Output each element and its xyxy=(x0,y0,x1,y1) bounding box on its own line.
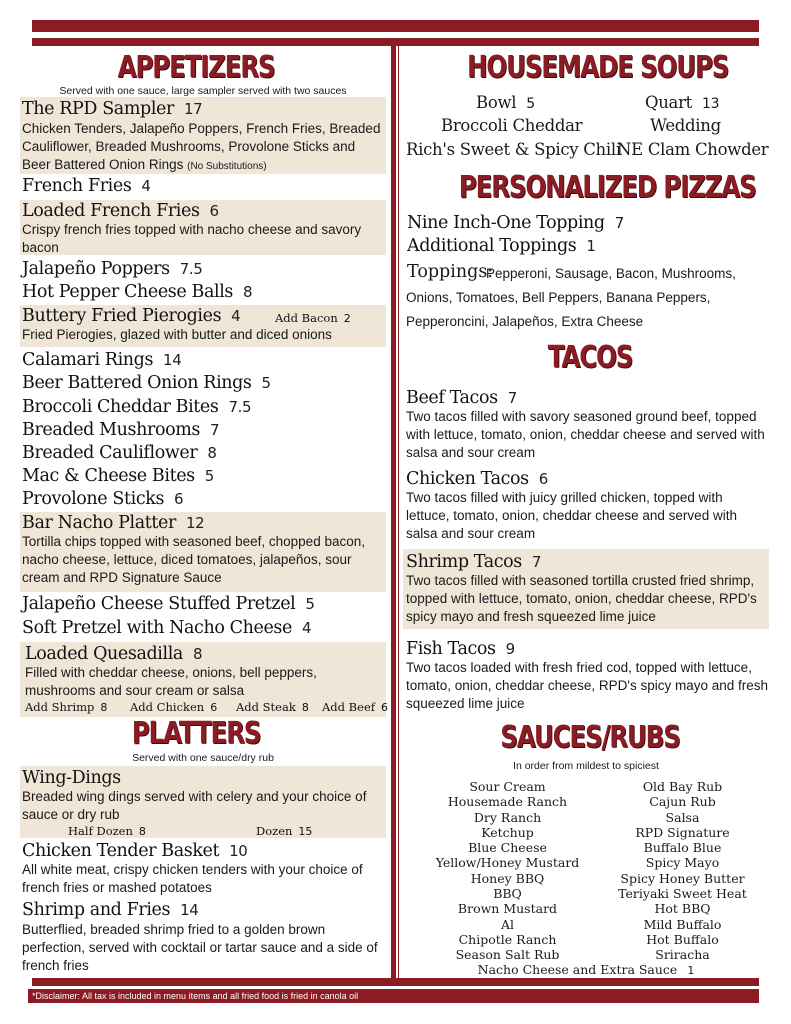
soup-clam-chowder: NE Clam Chowder xyxy=(617,140,769,159)
soup-broccoli-cheddar: Broccoli Cheddar xyxy=(441,116,583,135)
item-price: 10 xyxy=(229,842,248,860)
pierogies-desc: Fried Pierogies, glazed with butter and diced onions xyxy=(22,327,332,342)
item-name: Jalapeño Poppers xyxy=(22,259,170,279)
additional-toppings-item xyxy=(407,236,596,256)
add-label: Add Steak xyxy=(236,700,296,714)
sauce-item: Al xyxy=(500,916,515,932)
item-name: Fish Tacos xyxy=(406,639,496,659)
sauce-item: Ketchup xyxy=(481,824,534,840)
sauce-item: Spicy Mayo xyxy=(645,855,720,871)
top-border-bar-thin xyxy=(32,38,759,46)
item-price: 4 xyxy=(231,307,241,325)
item-name: Hot Pepper Cheese Balls xyxy=(22,282,233,302)
sauce-item: Teriyaki Sweet Heat xyxy=(618,886,747,902)
add-label: Add Chicken xyxy=(130,700,205,714)
loaded-fries-desc: Crispy french fries topped with nacho cheese and savory bacon xyxy=(22,222,362,255)
sampler-item xyxy=(22,99,202,119)
size-label: Quart xyxy=(645,93,693,112)
sauce-item: Season Salt Rub xyxy=(455,947,560,963)
soup-chili: Rich's Sweet & Spicy Chili xyxy=(406,140,621,159)
add-price: 15 xyxy=(298,825,313,838)
add-steak-option xyxy=(236,700,309,714)
list-item xyxy=(22,373,271,393)
hot-pepper-balls-item xyxy=(22,282,252,302)
add-price: 6 xyxy=(210,701,218,714)
item-price: 5 xyxy=(305,595,315,613)
beef-tacos-desc: Two tacos filled with savory seasoned ground beef, topped with lettuce, tomato, onion, cheddar cheese and served with salsa and sour cream xyxy=(406,409,765,460)
shrimp-tacos-item xyxy=(406,552,541,572)
shrimp-fries-item xyxy=(22,900,198,920)
item-price: 7.5 xyxy=(228,398,252,416)
list-item xyxy=(22,443,217,463)
fish-tacos-desc: Two tacos loaded with fresh fried cod, topped with lettuce, tomato, onion, cheddar cheese, RPD's spicy mayo and fresh squeezed lime juice xyxy=(406,660,769,711)
item-name: Wing-Dings xyxy=(22,768,121,788)
loaded-fries-item xyxy=(22,201,219,221)
item-price: 4 xyxy=(301,619,312,637)
item-price: 14 xyxy=(163,351,182,369)
desc-text: Chicken Tenders, Jalapeño Poppers, French Fries, Breaded Cauliflower, Breaded Mushrooms, Provolone Sticks and Beer Battered Onion Rings xyxy=(22,121,381,172)
add-label: Dozen xyxy=(256,824,293,838)
nacho-item xyxy=(22,513,204,533)
sauce-item: Hot Buffalo xyxy=(646,931,719,947)
pizzas-heading: PERSONALIZED PIZZAS xyxy=(458,170,756,205)
item-name: French Fries xyxy=(22,176,132,196)
item-price: 14 xyxy=(180,901,199,919)
size-label: Bowl xyxy=(476,93,517,112)
sauce-item: Sriracha xyxy=(655,947,710,963)
soup-wedding: Wedding xyxy=(650,116,721,135)
platters-heading: PLATTERS xyxy=(131,716,261,751)
tenders-item xyxy=(22,841,247,861)
add-label: Add Shrimp xyxy=(25,700,95,714)
chicken-tacos-desc: Two tacos filled with juicy grilled chicken, topped with lettuce, tomato, onion, cheddar cheese and served with salsa and sour cream xyxy=(406,490,737,541)
item-price: 5 xyxy=(261,374,271,392)
sauce-item: Blue Cheese xyxy=(468,840,547,856)
item-price: 7.5 xyxy=(179,260,203,278)
add-label: Add Bacon xyxy=(275,311,338,325)
soups-heading: HOUSEMADE SOUPS xyxy=(467,50,729,85)
pretzel-stuffed-item xyxy=(22,594,315,614)
item-name: Shrimp and Fries xyxy=(22,900,171,920)
top-border-bar xyxy=(32,20,759,32)
appetizers-heading: APPETIZERS xyxy=(117,50,275,85)
item-price: 1 xyxy=(586,237,596,255)
sauce-item: Dry Ranch xyxy=(473,809,542,825)
item-name: Bar Nacho Platter xyxy=(22,513,176,533)
sauce-item: Hot BBQ xyxy=(654,901,711,917)
quesadilla-item xyxy=(25,644,202,664)
item-price: 7 xyxy=(507,389,517,407)
item-name: Provolone Sticks xyxy=(22,489,165,509)
column-divider-thin xyxy=(398,46,399,978)
sauces-heading: SAUCES/RUBS xyxy=(500,720,680,755)
french-fries-item xyxy=(22,176,151,196)
add-label: Add Beef xyxy=(322,700,376,714)
add-price: 2 xyxy=(343,312,351,325)
sauce-item: Old Bay Rub xyxy=(642,779,723,794)
extra-sauce-price: 1 xyxy=(687,964,695,977)
item-price: 5 xyxy=(204,467,214,485)
sauce-list-mild xyxy=(430,779,585,963)
item-name: Broccoli Cheddar Bites xyxy=(22,397,219,417)
sauce-item: Yellow/Honey Mustard xyxy=(435,855,580,871)
item-name: Chicken Tacos xyxy=(406,469,529,489)
sauce-item: Housemade Ranch xyxy=(447,794,568,810)
sauce-item: BBQ xyxy=(493,886,522,902)
beef-tacos-item xyxy=(406,388,517,408)
add-shrimp-option xyxy=(25,700,107,714)
add-label: Half Dozen xyxy=(68,824,133,838)
wings-desc: Breaded wing dings served with celery and your choice of sauce or dry rub xyxy=(22,789,367,822)
disclaimer: *Disclaimer: All tax is included in menu items and all fried food is fried in canola oil xyxy=(28,989,759,1003)
item-price: 8 xyxy=(207,444,217,462)
item-price: 4 xyxy=(141,177,151,195)
sauce-item: Sour Cream xyxy=(469,779,546,794)
add-price: 8 xyxy=(138,825,146,838)
item-price: 6 xyxy=(538,470,548,488)
list-item xyxy=(22,489,183,509)
sauce-item: Salsa xyxy=(665,809,700,825)
item-name: Beef Tacos xyxy=(406,388,498,408)
item-name: The RPD Sampler xyxy=(22,99,174,119)
sauce-item: RPD Signature xyxy=(635,824,730,840)
extra-sauce-label: Nacho Cheese and Extra Sauce xyxy=(477,962,678,977)
item-name: Breaded Cauliflower xyxy=(22,443,198,463)
add-price: 6 xyxy=(381,701,389,714)
list-item xyxy=(22,420,219,440)
sauce-item: Honey BBQ xyxy=(470,870,545,886)
appetizers-subtitle: Served with one sauce, large sampler served with two sauces xyxy=(59,85,347,97)
nine-inch-pizza-item xyxy=(407,213,624,233)
quesadilla-desc: Filled with cheddar cheese, onions, bell peppers, mushrooms and sour cream or salsa xyxy=(25,665,317,698)
tenders-desc: All white meat, crispy chicken tenders with your choice of french fries or mashed potatoes xyxy=(22,862,363,895)
item-name: Soft Pretzel with Nacho Cheese xyxy=(22,618,292,638)
shrimp-fries-desc: Butterflied, breaded shrimp fried to a golden brown perfection, served with cocktail or tartar sauce and a side of french fries xyxy=(22,922,378,973)
item-price: 7 xyxy=(531,553,542,571)
sauce-list-spicy xyxy=(605,779,760,963)
item-name: Loaded French Fries xyxy=(22,201,200,221)
nacho-desc: Tortilla chips topped with seasoned beef, chopped bacon, nacho cheese, lettuce, diced tomatoes, jalapeños, sour cream and RPD Signature Sauce xyxy=(22,534,365,585)
tacos-heading: TACOS xyxy=(547,340,633,375)
item-price: 7 xyxy=(614,214,624,232)
chicken-tacos-item xyxy=(406,469,548,489)
add-bacon-option xyxy=(275,311,351,325)
add-price: 8 xyxy=(301,701,309,714)
item-price: 6 xyxy=(209,202,219,220)
sauce-item: Cajun Rub xyxy=(649,794,716,810)
item-price: 8 xyxy=(242,283,253,301)
extra-sauce-line xyxy=(403,962,769,978)
item-name: Jalapeño Cheese Stuffed Pretzel xyxy=(22,594,296,614)
list-item xyxy=(22,350,181,370)
item-price: 17 xyxy=(183,100,203,118)
item-name: Nine Inch-One Topping xyxy=(407,213,605,233)
item-name: Chicken Tender Basket xyxy=(22,841,220,861)
item-name: Breaded Mushrooms xyxy=(22,420,200,440)
sauce-item: Brown Mustard xyxy=(457,901,558,917)
quart-size xyxy=(645,93,719,112)
jalapeno-poppers-item xyxy=(22,259,202,279)
add-price: 8 xyxy=(100,701,108,714)
bottom-border-bar xyxy=(32,978,759,986)
item-price: 6 xyxy=(174,490,184,508)
bowl-size xyxy=(476,93,535,112)
sauces-subtitle: In order from mildest to spiciest xyxy=(513,760,659,772)
item-name: Calamari Rings xyxy=(22,350,154,370)
item-price: 8 xyxy=(192,645,203,663)
size-price: 5 xyxy=(526,96,535,112)
toppings-label: Toppings: xyxy=(407,262,494,282)
add-chicken-option xyxy=(130,700,217,714)
sauce-item: Chipotle Ranch xyxy=(458,931,557,947)
item-name: Shrimp Tacos xyxy=(406,552,522,572)
half-dozen-option xyxy=(68,824,146,838)
shrimp-tacos-desc: Two tacos filled with seasoned tortilla crusted fried shrimp, topped with lettuce, tomato, onion, cheddar cheese, RPD's spicy mayo and fresh squeezed lime juice xyxy=(406,573,757,624)
item-name: Beer Battered Onion Rings xyxy=(22,373,252,393)
sampler-desc xyxy=(22,120,384,176)
list-item xyxy=(22,397,251,417)
list-item xyxy=(22,466,214,486)
toppings-list: Pepperoni, Sausage, Bacon, Mushrooms, Onions, Tomatoes, Bell Peppers, Banana Peppers, Pepperoncini, Jalapeños, Extra Cheese xyxy=(406,266,736,329)
sauce-item: Buffalo Blue xyxy=(643,840,722,856)
wings-item xyxy=(22,768,121,788)
sauce-item: Mild Buffalo xyxy=(643,916,722,932)
pierogies-item xyxy=(22,306,240,326)
item-name: Mac & Cheese Bites xyxy=(22,466,195,486)
item-price: 12 xyxy=(185,514,205,532)
add-beef-option xyxy=(322,700,388,714)
sauce-item: Spicy Honey Butter xyxy=(620,870,745,886)
platters-subtitle: Served with one sauce/dry rub xyxy=(132,752,274,764)
item-name: Loaded Quesadilla xyxy=(25,644,183,664)
item-name: Buttery Fried Pierogies xyxy=(22,306,222,326)
item-price: 7 xyxy=(210,421,220,439)
pretzel-soft-item xyxy=(22,618,311,638)
item-name: Additional Toppings xyxy=(407,236,577,256)
no-substitutions-note: (No Substitutions) xyxy=(187,161,267,172)
fish-tacos-item xyxy=(406,639,515,659)
column-divider xyxy=(391,46,396,978)
item-price: 9 xyxy=(505,640,515,658)
dozen-option xyxy=(256,824,312,838)
size-price: 13 xyxy=(702,96,720,112)
